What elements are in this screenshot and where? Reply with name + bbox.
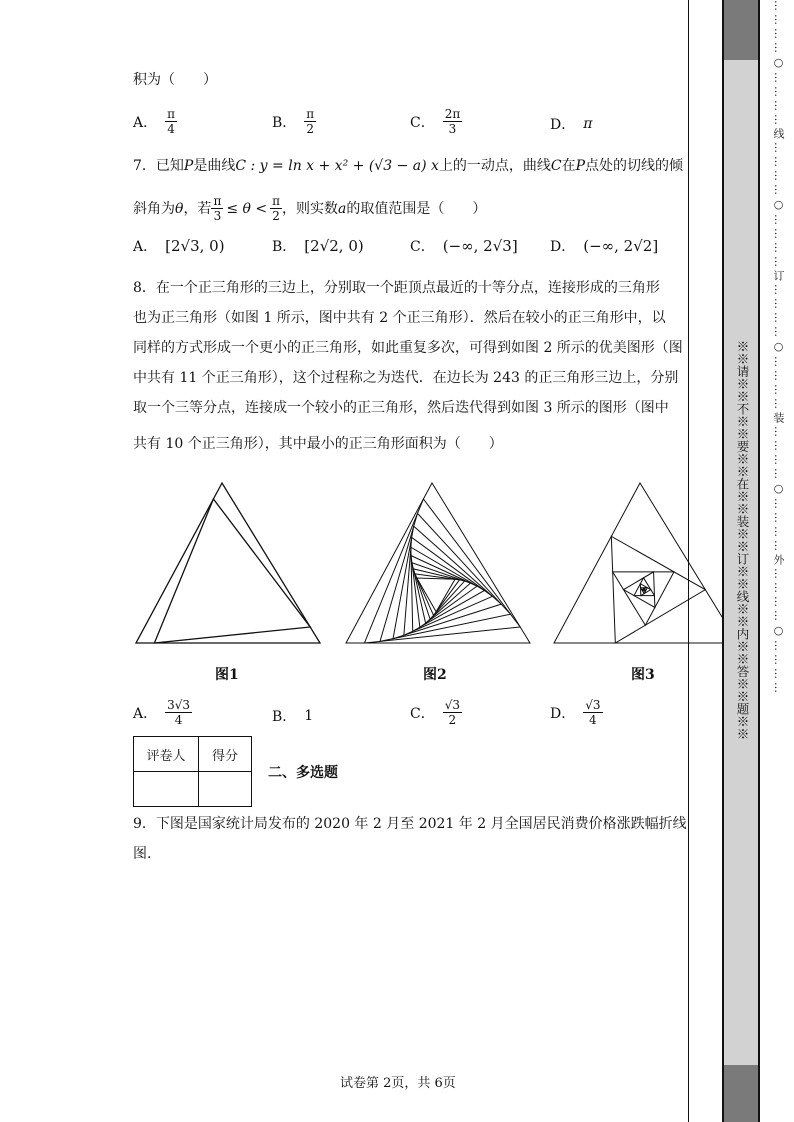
triangle: [412, 563, 470, 623]
figure-2-label: 图2: [423, 667, 447, 683]
binding-dark-top: [722, 0, 758, 60]
figure-2: [340, 475, 540, 650]
binding-cut-line: …………○…………线…………○…………订…………○…………装…………○…………外…………○…………: [772, 0, 785, 696]
reviewer-header: 评卷人: [134, 737, 199, 772]
figure-1-label: 图1: [215, 667, 239, 683]
q7-option-d[interactable]: [550, 236, 658, 256]
question-6-tail: 积为（ ）: [133, 72, 217, 88]
q7-option-c[interactable]: [410, 236, 518, 256]
figure-1: [130, 475, 330, 650]
option-letter: C．: [410, 705, 435, 722]
option-fraction: $\frac{\pi}{4}$: [167, 107, 176, 136]
option-fraction: $\frac{√3}{4}$: [585, 698, 601, 727]
option-fraction: $\frac{2\pi}{3}$: [444, 107, 461, 136]
curve-equation: C : y = ln x + x² + (√3 − a) x: [235, 158, 439, 174]
question-8-line: 取一个三等分点，连接成一个较小的正三角形，然后迭代得到如图 3 所示的图形（图中: [133, 400, 669, 416]
option-letter: C．: [410, 114, 435, 131]
option-value: (−∞, 2√3]: [442, 237, 518, 255]
option-value: π: [583, 116, 593, 132]
q8-option-a[interactable]: [133, 698, 192, 727]
option-value: [2√3, 0): [165, 237, 225, 255]
q8-option-c[interactable]: [410, 698, 462, 727]
binding-line: [722, 0, 724, 1122]
option-value: (−∞, 2√2]: [583, 237, 659, 255]
option-letter: A．: [133, 239, 158, 255]
condition-fraction-2: $\frac{\pi}{2}$: [272, 194, 281, 223]
triangle: [154, 499, 310, 643]
binding-dark-bottom: [722, 1065, 758, 1122]
option-letter: A．: [133, 705, 158, 722]
q8-option-b[interactable]: [272, 706, 313, 726]
score-header: 得分: [199, 737, 252, 772]
condition-fraction-1: $\frac{\pi}{3}$: [213, 194, 222, 223]
triangle: [644, 589, 645, 590]
option-fraction: $\frac{3√3}{4}$: [167, 698, 191, 727]
option-fraction: $\frac{\pi}{2}$: [306, 107, 315, 136]
binding-line: [758, 0, 760, 1122]
question-7-line2: 斜角为 θ ，若 $\frac{\pi}{3}$ ≤ θ < $\frac{\pi}{2}$ ，则实数 a 的取值范围是（ ）: [133, 194, 487, 223]
option-letter: D．: [550, 705, 576, 722]
triangle: [417, 578, 455, 612]
q8-option-d[interactable]: [550, 698, 603, 727]
option-letter: C．: [410, 239, 435, 255]
option-letter: A．: [133, 114, 158, 131]
option-value: 1: [304, 708, 314, 724]
q6-option-b[interactable]: [272, 107, 316, 136]
q7-option-a[interactable]: [133, 236, 225, 256]
page-footer: 试卷第 2页，共 6页: [340, 1076, 456, 1091]
option-value: [2√2, 0): [304, 237, 364, 255]
question-8-line: 共有 10 个正三角形），其中最小的正三角形面积为（ ）: [133, 436, 503, 452]
triangle: [364, 499, 520, 643]
question-8-line: 同样的方式形成一个更小的正三角形，如此重复多次，可得到如图 2 所示的优美图形（图: [133, 340, 683, 356]
reviewer-cell[interactable]: [134, 772, 199, 807]
question-7-line1: 7．已知P是曲线C : y = ln x + x² + (√3 − a) x上的一动点，曲线C在P点处的切线的倾: [133, 158, 684, 174]
score-table: [133, 736, 252, 807]
option-letter: D．: [550, 117, 576, 133]
question-9-line2: 图.: [133, 846, 152, 862]
score-cell[interactable]: [199, 772, 252, 807]
question-8-line: 8．在一个正三角形的三边上，分别取一个距顶点最近的十等分点，连接形成的三角形: [133, 280, 660, 296]
q6-option-a[interactable]: [133, 107, 177, 136]
triangle: [613, 572, 674, 625]
binding-warning: ※※请※※不※※要※※在※※装※※订※※线※※内※※答※※题※※: [735, 340, 750, 740]
question-8-line: 中共有 11 个正三角形），这个过程称之为迭代．在边长为 243 的正三角形三边上，分别: [133, 370, 679, 386]
q6-option-d[interactable]: [550, 114, 592, 134]
figure-3-label: 图3: [631, 667, 655, 683]
option-letter: D．: [550, 239, 576, 255]
question-9-line1: 9．下图是国家统计局发布的 2020 年 2 月至 2021 年 2 月全国居民消费价格涨跌幅折线: [133, 816, 687, 832]
q6-option-c[interactable]: [410, 107, 462, 136]
q7-option-b[interactable]: [272, 236, 364, 256]
question-8-line: 也为正三角形（如图 1 所示，图中共有 2 个正三角形）．然后在较小的正三角形中，以: [133, 310, 666, 326]
option-letter: B．: [272, 239, 297, 255]
option-letter: B．: [272, 114, 297, 131]
option-letter: B．: [272, 709, 297, 725]
section-title: 二、多选题: [268, 765, 338, 781]
option-fraction: $\frac{√3}{2}$: [444, 698, 460, 727]
